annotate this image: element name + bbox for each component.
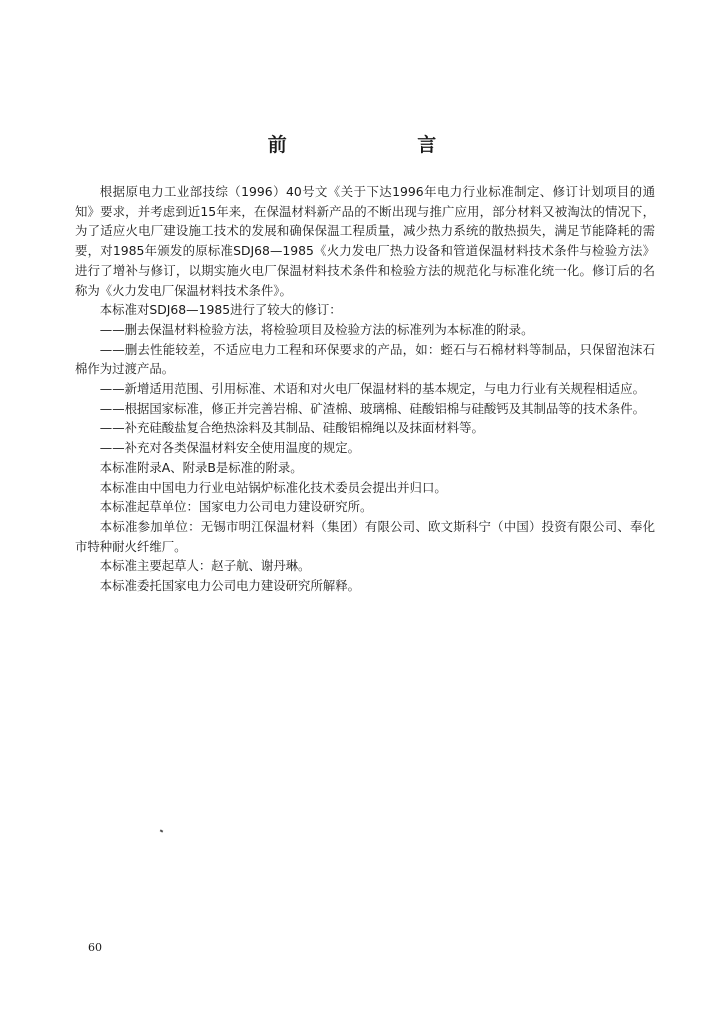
- foreword-body: [75, 182, 655, 596]
- paragraph-revision-item: ——删去保温材料检验方法，将检验项目及检验方法的标准列为本标准的附录。: [99, 321, 534, 337]
- paragraph-revision-item: ——新增适用范围、引用标准、术语和对火电厂保温材料的基本规定，与电力行业有关规程相适应。: [99, 381, 645, 397]
- paragraph-revision-item: ——删去性能较差，不适应电力工程和环保要求的产品，如：蛭石与石棉材料等制品，只保留泡沫石棉作为过渡产品。: [75, 341, 655, 377]
- paragraph-drafters: 本标准主要起草人：赵子航、谢丹琳。: [99, 558, 311, 574]
- paragraph-revision-intro: 本标准对SDJ68—1985进行了较大的修订：: [99, 302, 342, 318]
- page-title: 前 言: [267, 134, 499, 156]
- paragraph-drafting-unit: 本标准起草单位：国家电力公司电力建设研究所。: [99, 499, 373, 515]
- scan-speck: [160, 829, 164, 832]
- paragraph-background: 根据原电力工业部技综（1996）40号文《关于下达1996年电力行业标准制定、修订计划项目的通知》要求，并考虑到近15年来，在保温材料新产品的不断出现与推广应用，部分材料又被淘汰的情况下，为了适应火电厂建设施工技术的发展和确保保温工程质量，减少热力系统的散热损失，满足节能降耗的需要，对1985年颁发的原标准SDJ68—1985《火力发电厂热力设备和管道保温材料技术条件与检验方法》进行了增补与修订，以期实施火电厂保温材料技术条件和检验方法的规范化与标准化统一化。修订后的名称为《火力发电厂保温材料技术条件》。: [75, 184, 655, 298]
- paragraph-interpretation: 本标准委托国家电力公司电力建设研究所解释。: [99, 578, 360, 594]
- paragraph-revision-item: ——补充对各类保温材料安全使用温度的规定。: [99, 440, 360, 456]
- page-number: 60: [88, 941, 102, 954]
- paragraph-revision-item: ——根据国家标准，修正并完善岩棉、矿渣棉、玻璃棉、硅酸铝棉与硅酸钙及其制品等的技术条件。: [99, 400, 645, 416]
- paragraph-revision-item: ——补充硅酸盐复合绝热涂料及其制品、硅酸铝棉绳以及抹面材料等。: [99, 420, 484, 436]
- paragraph-proposer: 本标准由中国电力行业电站锅炉标准化技术委员会提出并归口。: [99, 479, 447, 495]
- paragraph-participating-units: 本标准参加单位：无锡市明江保温材料（集团）有限公司、欧文斯科宁（中国）投资有限公司、奉化市特种耐火纤维厂。: [75, 518, 655, 554]
- paragraph-appendix-note: 本标准附录A、附录B是标准的附录。: [99, 459, 303, 475]
